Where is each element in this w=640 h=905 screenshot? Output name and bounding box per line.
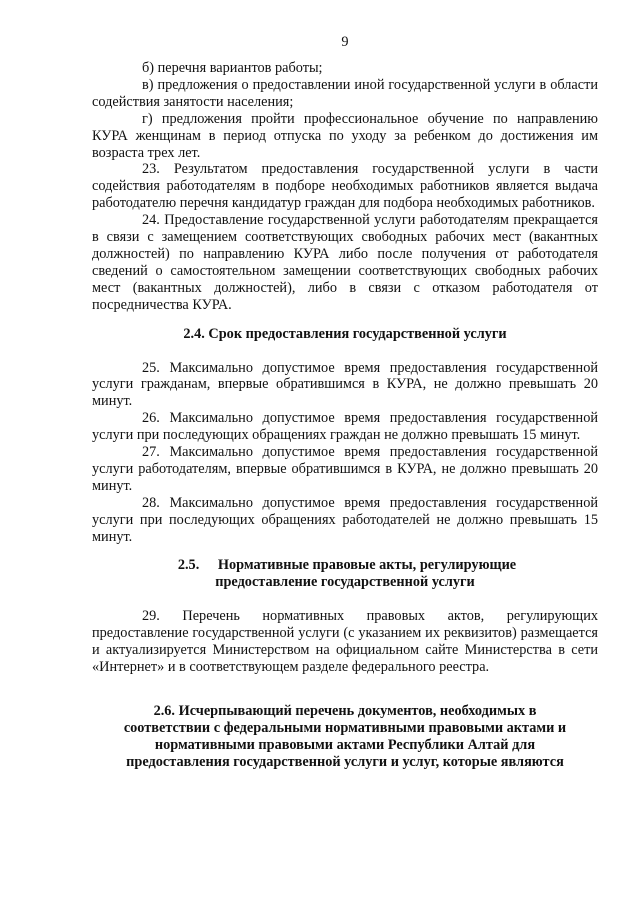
paragraph-29: 29. Перечень нормативных правовых актов, регулирующих предоставление государственной услуги (с указанием их реквизитов) размещается и актуализируется Министерством на официальном сайте Министерства в сети «Интернет» и в соответствующем разделе федерального реестра. [92, 608, 598, 675]
section-heading-2-4: 2.4. Срок предоставления государственной услуги [183, 325, 507, 342]
section-heading-2-6-line4: предоставления государственной услуги и услуг, которые являются [126, 753, 564, 770]
paragraph-26: 26. Максимально допустимое время предоставления государственной услуги при последующих обращениях граждан не должно превышать 15 минут. [92, 410, 598, 444]
section-heading-2-6 [92, 703, 598, 771]
section-number-2-5: 2.5. [177, 557, 200, 574]
paragraph-23: 23. Результатом предоставления государственной услуги в части содействия работодателям в подборе необходимых работников является выдача работодателю перечня кандидатур граждан для подбора необходимых работников. [92, 161, 598, 212]
section-heading-2-5 [92, 557, 598, 591]
document-page [92, 34, 598, 771]
paragraph-28: 28. Максимально допустимое время предоставления государственной услуги при последующих обращениях работодателей не должно превышать 15 минут. [92, 494, 598, 545]
section-heading-2-5-text1: Нормативные правовые акты, регулирующие [217, 557, 517, 574]
paragraph-b: б) перечня вариантов работы; [142, 60, 323, 76]
paragraph-24: 24. Предоставление государственной услуги работодателям прекращается в связи с замещением соответствующих свободных рабочих мест (вакантных должностей) по направлению КУРА либо после получения от работодателя сведений о самостоятельном замещении соответствующих свободных рабочих мест (вакантных должностей), либо в связи с отказом работодателя от посредничества КУРА. [92, 212, 598, 313]
section-heading-2-6-line3: нормативными правовыми актами Республики Алтай для [154, 736, 536, 753]
section-heading-2-6-line2: соответствии с федеральными нормативными правовыми актами и [123, 719, 567, 736]
section-heading-2-5-line2: предоставление государственной услуги [215, 574, 475, 591]
page-number: 9 [341, 34, 349, 50]
paragraph-v: в) предложения о предоставлении иной государственной услуги в области содействия занятости населения; [92, 76, 598, 110]
section-heading-2-6-line1: 2.6. Исчерпывающий перечень документов, необходимых в [153, 702, 537, 719]
paragraph-27: 27. Максимально допустимое время предоставления государственной услуги работодателям, впервые обратившимся в КУРА, не должно превышать 20 минут. [92, 444, 598, 494]
paragraph-g: г) предложения пройти профессиональное обучение по направлению КУРА женщинам в период отпуска по уходу за ребенком до достижения им возраста трех лет. [92, 110, 598, 161]
section-heading-2-5-line1 [92, 557, 598, 574]
paragraph-25: 25. Максимально допустимое время предоставления государственной услуги гражданам, впервые обратившимся в КУРА, не должно превышать 20 минут. [92, 359, 598, 410]
